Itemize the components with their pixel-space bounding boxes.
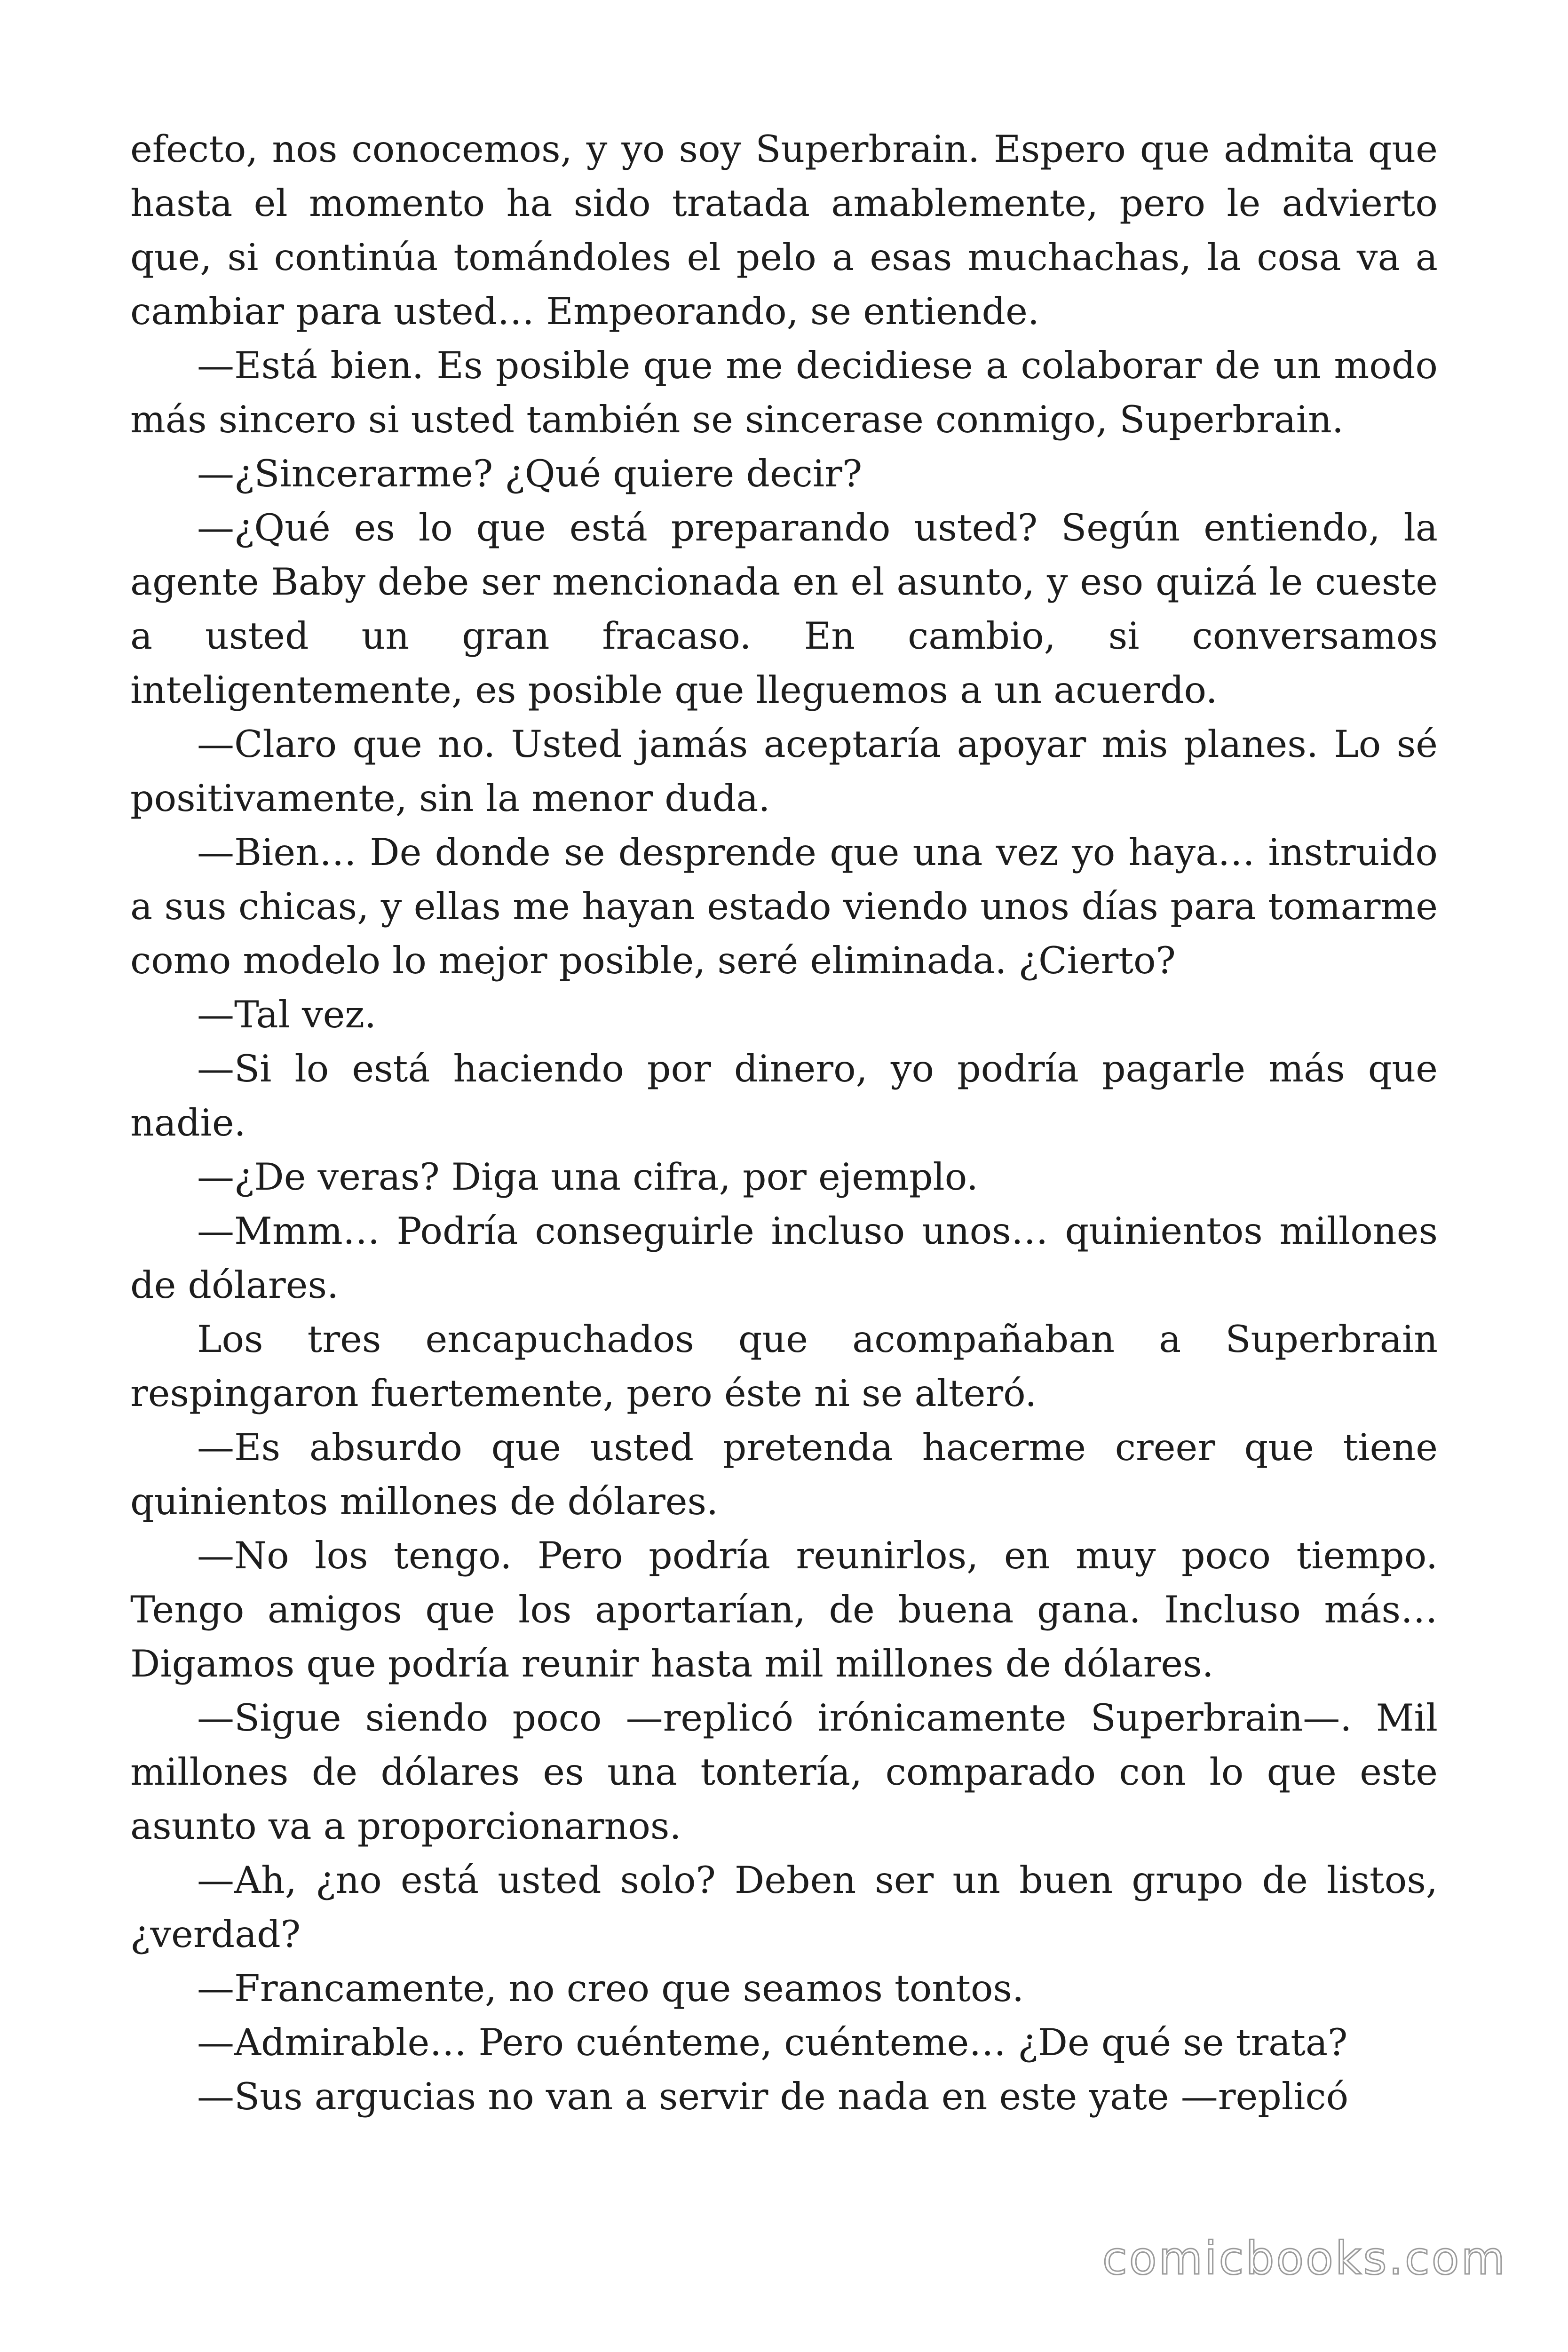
paragraph-3: —¿Sincerarme? ¿Qué quiere decir? xyxy=(197,452,863,495)
paragraph-10: —Mmm… Podría conseguirle incluso unos… quinientos millones de dólares. xyxy=(130,1209,1438,1307)
paragraph-13: —No los tengo. Pero podría reunirlos, en muy poco tiempo. Tengo amigos que los aportarían, de buena gana. Incluso más… Digamos que podría reunir hasta mil millones de dólares. xyxy=(130,1534,1438,1685)
paragraph-15: —Ah, ¿no está usted solo? Deben ser un buen grupo de listos, ¿verdad? xyxy=(130,1859,1438,1956)
paragraph-18: —Sus argucias no van a servir de nada en este yate —replicó xyxy=(197,2075,1349,2118)
paragraph-11: Los tres encapuchados que acompañaban a Superbrain respingaron fuertemente, pero éste ni se alteró. xyxy=(130,1318,1438,1415)
paragraph-2: —Está bien. Es posible que me decidiese a colaborar de un modo más sincero si usted también se sincerase conmigo, Superbrain. xyxy=(130,344,1438,441)
paragraph-17: —Admirable… Pero cuénteme, cuénteme… ¿De qué se trata? xyxy=(197,2021,1348,2064)
paragraph-8: —Si lo está haciendo por dinero, yo podría pagarle más que nadie. xyxy=(130,1047,1438,1144)
book-page-text xyxy=(130,122,1438,2124)
paragraph-1: efecto, nos conocemos, y yo soy Superbrain. Espero que admita que hasta el momento ha sido tratada amablemente, pero le advierto que, si continúa tomándoles el pelo a esas muchachas, la cosa va a cambiar para usted… Empeorando, se entiende. xyxy=(130,127,1438,333)
paragraph-5: —Claro que no. Usted jamás aceptaría apoyar mis planes. Lo sé positivamente, sin la menor duda. xyxy=(130,723,1438,820)
paragraph-14: —Sigue siendo poco —replicó irónicamente Superbrain—. Mil millones de dólares es una tontería, comparado con lo que este asunto va a proporcionarnos. xyxy=(130,1696,1438,1848)
paragraph-16: —Francamente, no creo que seamos tontos. xyxy=(197,1967,1024,2010)
paragraph-4: —¿Qué es lo que está preparando usted? Según entiendo, la agente Baby debe ser mencionada en el asunto, y eso quizá le cueste a usted un gran fracaso. En cambio, si conversamos inteligentemente, es posible que lleguemos a un acuerdo. xyxy=(130,506,1438,712)
paragraph-9: —¿De veras? Diga una cifra, por ejemplo. xyxy=(197,1155,979,1199)
paragraph-12: —Es absurdo que usted pretenda hacerme creer que tiene quinientos millones de dólares. xyxy=(130,1426,1438,1523)
paragraph-6: —Bien… De donde se desprende que una vez yo haya… instruido a sus chicas, y ellas me hayan estado viendo unos días para tomarme como modelo lo mejor posible, seré eliminada. ¿Cierto? xyxy=(130,831,1438,982)
paragraph-7: —Tal vez. xyxy=(197,993,377,1036)
watermark: comicbooks.com xyxy=(1102,2232,1507,2285)
